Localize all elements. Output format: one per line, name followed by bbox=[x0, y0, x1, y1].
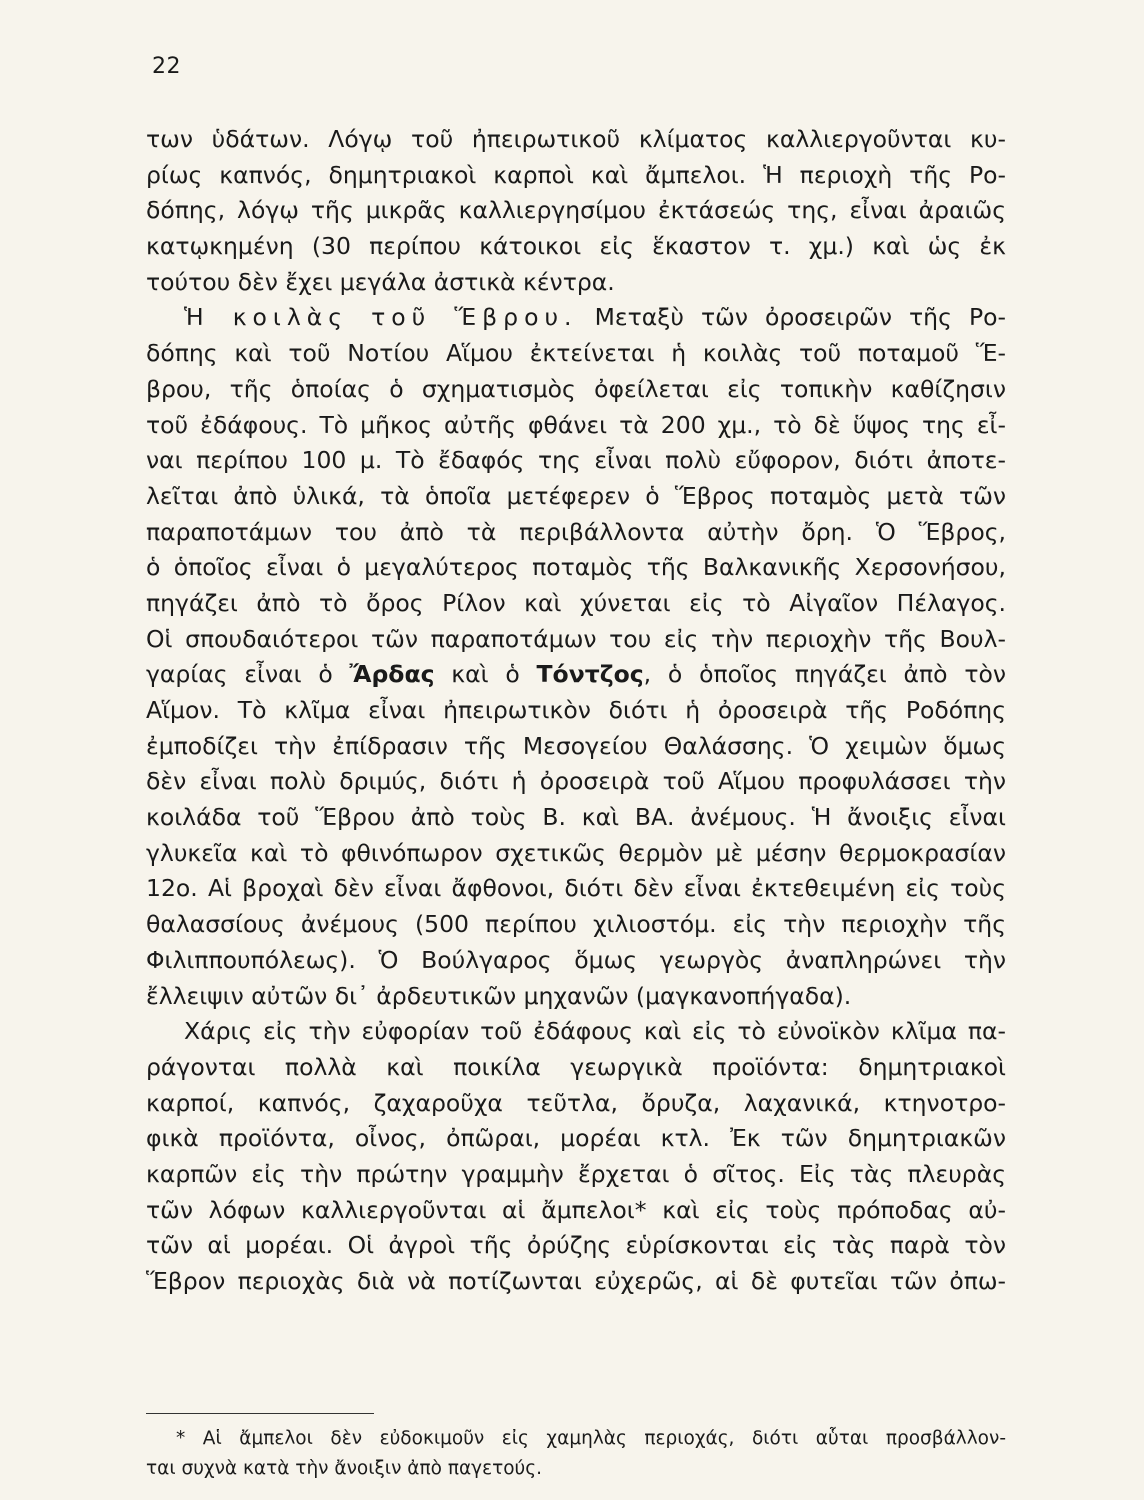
text-segment: καὶ ὁ bbox=[451, 660, 520, 689]
text-line: 12ο. Αἱ βροχαὶ δὲν εἶναι ἄφθονοι, διότι δὲν εἶναι ἐκτεθειμένη εἰς τοὺς bbox=[146, 874, 1006, 903]
text-line: τῶν αἱ μορέαι. Οἱ ἀγροὶ τῆς ὀρύζης εὑρίσκονται εἰς τὰς παρὰ τὸν bbox=[146, 1231, 1006, 1260]
footnote-divider bbox=[146, 1413, 374, 1414]
page-number: 22 bbox=[152, 54, 181, 79]
text-line bbox=[146, 657, 1006, 693]
text-line: καρπῶν εἰς τὴν πρώτην γραμμὴν ἔρχεται ὁ σῖτος. Εἰς τὰς πλευρὰς bbox=[146, 1159, 1006, 1188]
text-line: κατῳκημένη (30 περίπου κάτοικοι εἰς ἕκαστον τ. χμ.) καὶ ὡς ἐκ bbox=[146, 232, 1006, 261]
text-line: τοῦ ἐδάφους. Τὸ μῆκος αὐτῆς φθάνει τὰ 200 χμ., τὸ δὲ ὕψος της εἶ- bbox=[146, 410, 1006, 439]
text-line: Φιλιππουπόλεως). Ὁ Βούλγαρος ὅμως γεωργὸς ἀναπληρώνει τὴν bbox=[146, 945, 1006, 974]
text-line: των ὑδάτων. Λόγῳ τοῦ ἠπειρωτικοῦ κλίματος καλλιεργοῦνται κυ- bbox=[146, 125, 1006, 153]
section-heading: Ἡ κοιλὰς τοῦ Ἕβρου. bbox=[184, 303, 578, 332]
text-segment: γαρίας εἶναι ὁ bbox=[146, 660, 333, 689]
text-line: δόπης καὶ τοῦ Νοτίου Αἵμου ἐκτείνεται ἡ κοιλὰς τοῦ ποταμοῦ Ἕ- bbox=[146, 339, 1006, 368]
text-line: Αἵμον. Τὸ κλῖμα εἶναι ἠπειρωτικὸν διότι ἡ ὀροσειρὰ τῆς Ροδόπης bbox=[146, 696, 1006, 724]
text-line: πηγάζει ἀπὸ τὸ ὄρος Ρίλον καὶ χύνεται εἰς τὸ Αἰγαῖον Πέλαγος. bbox=[146, 588, 1006, 617]
text-segment: Μεταξὺ τῶν ὀροσειρῶν τῆς Ρο- bbox=[594, 303, 1006, 332]
text-line: γλυκεῖα καὶ τὸ φθινόπωρον σχετικῶς θερμὸν μὲ μέσην θερμοκρασίαν bbox=[146, 838, 1006, 867]
bold-term-tontzos: Τόντζος bbox=[536, 660, 644, 689]
text-line: τῶν λόφων καλλιεργοῦνται αἱ ἄμπελοι* καὶ εἰς τοὺς πρόποδας αὐ- bbox=[146, 1195, 1006, 1224]
text-line: λεῖται ἀπὸ ὑλικά, τὰ ὁποῖα μετέφερεν ὁ Ἕβρος ποταμὸς μετὰ τῶν bbox=[146, 481, 1006, 510]
text-line: ὁ ὁποῖος εἶναι ὁ μεγαλύτερος ποταμὸς τῆς Βαλκανικῆς Χερσονήσου, bbox=[146, 553, 1006, 582]
text-line: παραποτάμων του ἀπὸ τὰ περιβάλλοντα αὐτὴν ὄρη. Ὁ Ἕβρος, bbox=[146, 517, 1006, 546]
text-line: θαλασσίους ἀνέμους (500 περίπου χιλιοστόμ. εἰς τὴν περιοχὴν τῆς bbox=[146, 910, 1006, 939]
text-segment: , ὁ ὁποῖος πηγάζει ἀπὸ τὸν bbox=[643, 660, 1006, 689]
footnote-line: * Αἱ ἄμπελοι δὲν εὐδοκιμοῦν εἰς χαμηλὰς περιοχάς, διότι αὗται προσβάλλον- bbox=[176, 1428, 1006, 1449]
text-line: ρίως καπνός, δημητριακοὶ καρποὶ καὶ ἄμπελοι. Ἡ περιοχὴ τῆς Ρο- bbox=[146, 160, 1006, 189]
text-line: ἐμποδίζει τὴν ἐπίδρασιν τῆς Μεσογείου Θαλάσσης. Ὁ χειμὼν ὅμως bbox=[146, 731, 1006, 760]
text-line: βρου, τῆς ὁποίας ὁ σχηματισμὸς ὀφείλεται εἰς τοπικὴν καθίζησιν bbox=[146, 374, 1006, 403]
text-line: ἔλλειψιν αὐτῶν δι᾽ ἀρδευτικῶν μηχανῶν (μαγκανοπήγαδα). bbox=[146, 981, 852, 1010]
text-line: τούτου δὲν ἔχει μεγάλα ἀστικὰ κέντρα. bbox=[146, 267, 615, 296]
text-line: Οἱ σπουδαιότεροι τῶν παραποτάμων του εἰς τὴν περιοχὴν τῆς Βουλ- bbox=[146, 624, 1006, 653]
bold-term-ardas: Ἄρδας bbox=[349, 660, 435, 689]
body-text bbox=[146, 122, 1006, 1300]
text-line: δὲν εἶναι πολὺ δριμύς, διότι ἡ ὀροσειρὰ τοῦ Αἵμου προφυλάσσει τὴν bbox=[146, 767, 1006, 796]
text-line: Ἕβρον περιοχὰς διὰ νὰ ποτίζωνται εὐχερῶς, αἱ δὲ φυτεῖαι τῶν ὀπω- bbox=[146, 1267, 1006, 1295]
text-line: ράγονται πολλὰ καὶ ποικίλα γεωργικὰ προϊόντα: δημητριακοὶ bbox=[146, 1052, 1006, 1081]
footnotes bbox=[146, 1424, 1006, 1484]
text-line: κοιλάδα τοῦ Ἕβρου ἀπὸ τοὺς Β. καὶ ΒΑ. ἀνέμους. Ἡ ἄνοιξις εἶναι bbox=[146, 803, 1006, 832]
text-line bbox=[146, 300, 1006, 336]
text-line: φικὰ προϊόντα, οἶνος, ὀπῶραι, μορέαι κτλ. Ἐκ τῶν δημητριακῶν bbox=[146, 1124, 1006, 1153]
text-line: δόπης, λόγῳ τῆς μικρᾶς καλλιεργησίμου ἐκτάσεώς της, εἶναι ἀραιῶς bbox=[146, 196, 1006, 225]
footnote-line: ται συχνὰ κατὰ τὴν ἄνοιξιν ἀπὸ παγετούς. bbox=[146, 1458, 542, 1479]
text-line: ναι περίπου 100 μ. Τὸ ἔδαφός της εἶναι πολὺ εὔφορον, διότι ἀποτε- bbox=[146, 446, 1006, 475]
text-line: καρποί, καπνός, ζαχαροῦχα τεῦτλα, ὄρυζα, λαχανικά, κτηνοτρο- bbox=[146, 1088, 1006, 1117]
text-line: Χάρις εἰς τὴν εὐφορίαν τοῦ ἐδάφους καὶ εἰς τὸ εὐνοϊκὸν κλῖμα πα- bbox=[184, 1017, 1006, 1046]
